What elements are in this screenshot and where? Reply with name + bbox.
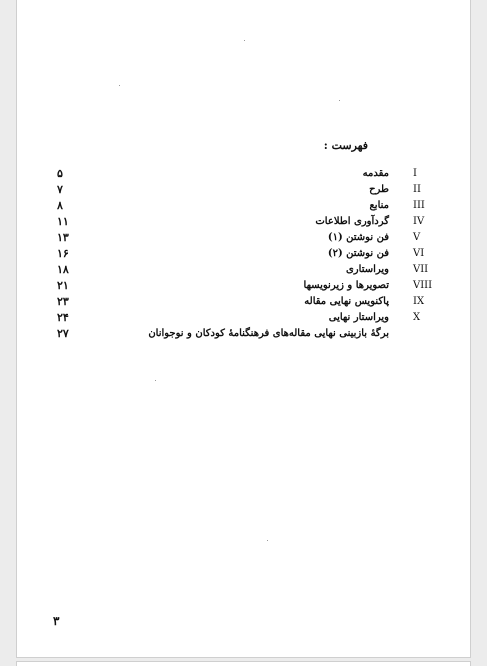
toc-title: گردآوری اطلاعات — [315, 216, 389, 227]
toc-roman-numeral: II — [413, 184, 421, 195]
toc-roman-numeral: VIII — [413, 280, 433, 291]
toc-entry — [57, 246, 437, 262]
toc-page-number: ۱۸ — [57, 263, 69, 276]
scan-speck — [339, 100, 340, 101]
toc-page-number: ۵ — [57, 167, 63, 180]
toc-title: منابع — [369, 200, 389, 211]
toc-page-number: ۷ — [57, 183, 63, 196]
toc-entry — [57, 182, 437, 198]
table-of-contents — [57, 166, 437, 342]
toc-page-number: ۲۱ — [57, 279, 69, 292]
toc-title: تصویرها و زیرنویسها — [303, 280, 389, 291]
toc-roman-numeral: X — [413, 312, 421, 323]
toc-entry — [57, 214, 437, 230]
toc-title: برگهٔ بازبینی نهایی مقاله‌های فرهنگنامهٔ کودکان و نوجوانان — [148, 328, 389, 339]
toc-entry — [57, 278, 437, 294]
toc-roman-numeral: VI — [413, 248, 425, 259]
toc-title: ویراستاری — [345, 264, 389, 275]
toc-title: طرح — [369, 184, 389, 195]
toc-title: فن نوشتن (۲) — [327, 248, 389, 259]
document-page — [16, 0, 471, 658]
scan-speck — [267, 540, 268, 541]
scan-speck — [244, 40, 245, 41]
toc-page-number: ۱۱ — [57, 215, 69, 228]
toc-entry — [57, 198, 437, 214]
toc-entry — [57, 262, 437, 278]
toc-entry — [57, 166, 437, 182]
toc-entry — [57, 310, 437, 326]
toc-roman-numeral: I — [413, 168, 417, 179]
toc-roman-numeral: IX — [413, 296, 425, 307]
toc-roman-numeral: VII — [413, 264, 429, 275]
toc-heading: فهرست : — [323, 139, 368, 152]
toc-title: مقدمه — [362, 168, 389, 179]
toc-page-number: ۲۷ — [57, 327, 69, 340]
toc-roman-numeral: V — [413, 232, 421, 243]
toc-title: پاکنویس نهایی مقاله — [304, 296, 389, 307]
toc-title: ویراستار نهایی — [328, 312, 389, 323]
toc-entry — [57, 230, 437, 246]
toc-title: فن نوشتن (۱) — [327, 232, 389, 243]
toc-page-number: ۸ — [57, 199, 63, 212]
toc-page-number: ۲۳ — [57, 295, 69, 308]
toc-page-number: ۱۳ — [57, 231, 69, 244]
next-page-edge — [16, 661, 471, 666]
page-number: ۳ — [53, 614, 60, 628]
toc-page-number: ۲۴ — [57, 311, 69, 324]
toc-roman-numeral: IV — [413, 216, 425, 227]
toc-entry — [57, 294, 437, 310]
toc-page-number: ۱۶ — [57, 247, 69, 260]
toc-entry — [57, 326, 437, 342]
scan-speck — [155, 380, 156, 381]
toc-roman-numeral: III — [413, 200, 425, 211]
scan-speck — [119, 85, 120, 86]
